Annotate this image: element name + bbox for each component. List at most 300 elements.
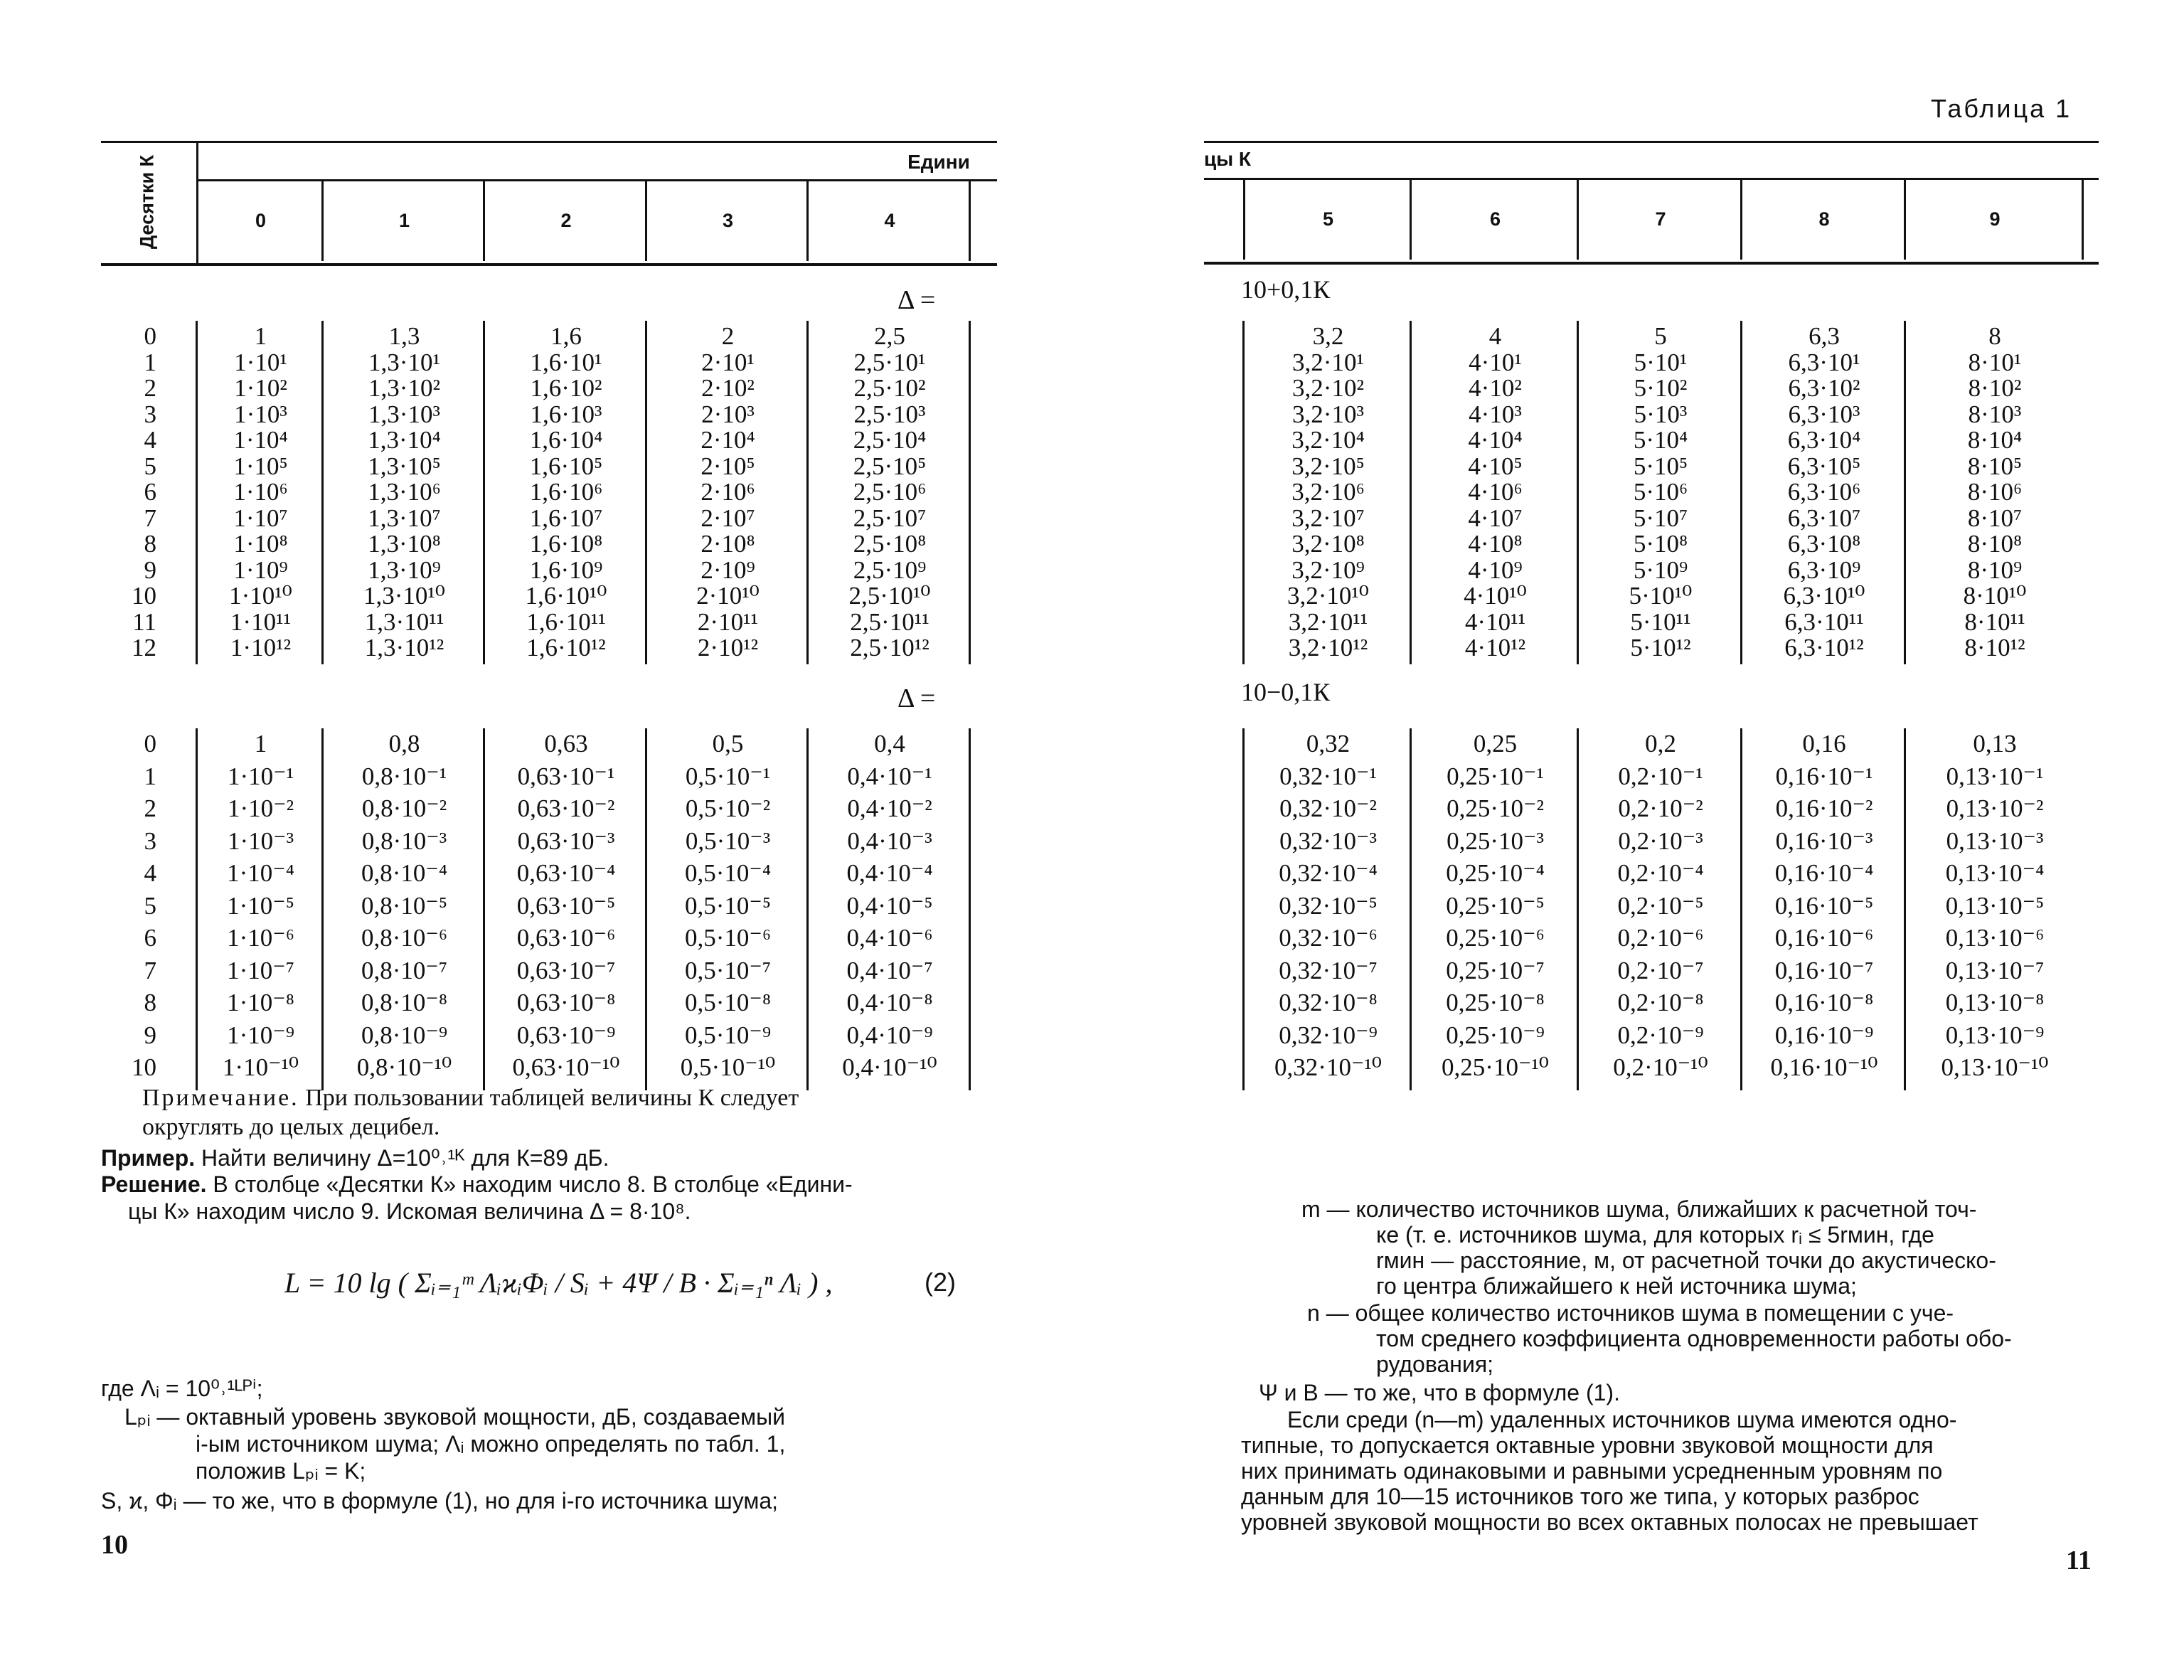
cell-neg: 0,8·10⁻⁴ bbox=[361, 859, 448, 887]
cell-pos: 1·10¹² bbox=[230, 634, 292, 661]
cell-pos: 2,5·10³ bbox=[853, 400, 926, 428]
where-left-line: положив Lₚᵢ = K; bbox=[196, 1458, 366, 1484]
cell-neg: 0,16·10⁻⁹ bbox=[1774, 1021, 1874, 1049]
cell-neg: 0,32 bbox=[1306, 730, 1351, 757]
cell-pos: 1,3·10⁶ bbox=[368, 478, 441, 506]
cell-neg: 0,2·10⁻⁷ bbox=[1617, 956, 1704, 984]
column-header-9: 9 bbox=[1989, 208, 2001, 230]
row-k-pos-7: 7 bbox=[144, 504, 156, 532]
cell-neg: 0,8·10⁻⁵ bbox=[361, 891, 448, 920]
cell-neg: 0,5·10⁻¹ bbox=[685, 762, 771, 790]
cell-neg: 0,13·10⁻¹⁰ bbox=[1941, 1053, 2049, 1081]
cell-neg: 0,25·10⁻⁵ bbox=[1446, 891, 1545, 920]
cell-neg: 1·10⁻⁸ bbox=[227, 989, 294, 1016]
cell-neg: 0,4·10⁻⁵ bbox=[846, 891, 933, 920]
cell-pos: 3,2·10¹¹ bbox=[1288, 607, 1368, 636]
cell-pos: 8·10⁸ bbox=[1967, 530, 2023, 558]
cell-neg: 0,4·10⁻⁴ bbox=[846, 859, 933, 887]
cell-neg: 0,2·10⁻¹ bbox=[1618, 762, 1703, 790]
cell-pos: 1·10¹¹ bbox=[230, 607, 292, 636]
cell-neg: 0,5·10⁻⁵ bbox=[684, 891, 772, 920]
cell-neg: 0,8 bbox=[388, 730, 420, 757]
cell-pos: 2·10⁵ bbox=[701, 452, 755, 480]
cell-pos: 1 bbox=[254, 322, 267, 350]
cell-neg: 0,5·10⁻⁹ bbox=[684, 1021, 772, 1049]
cell-neg: 0,32·10⁻⁶ bbox=[1279, 924, 1378, 952]
cell-neg: 0,16·10⁻² bbox=[1775, 794, 1873, 822]
note bbox=[142, 1083, 799, 1114]
cell-pos: 3,2·10⁴ bbox=[1291, 426, 1365, 454]
where-right-line: n — общее количество источников шума в помещении с уче- bbox=[1307, 1300, 1954, 1326]
cell-neg: 0,16·10⁻³ bbox=[1775, 826, 1873, 855]
cell-neg: 0,4·10⁻⁷ bbox=[846, 956, 933, 984]
where-left-line: S, ϰ, Φᵢ — то же, что в формуле (1), но для i-го источника шума; bbox=[101, 1488, 779, 1514]
page-number-right: 11 bbox=[2066, 1546, 2092, 1575]
cell-pos: 2·10¹ bbox=[701, 348, 755, 376]
cell-pos: 1,3·10⁹ bbox=[368, 555, 441, 584]
row-k-pos-5: 5 bbox=[144, 452, 156, 480]
cell-neg: 1 bbox=[254, 730, 267, 757]
where-right-line: ке (т. е. источников шума, для которых rᵢ ≤ 5rмин, где bbox=[1376, 1222, 1934, 1248]
cell-neg: 0,63·10⁻⁴ bbox=[516, 859, 616, 887]
cell-pos: 1·10² bbox=[234, 374, 287, 402]
cell-neg: 0,4·10⁻⁹ bbox=[846, 1021, 933, 1049]
cell-pos: 1·10⁶ bbox=[233, 478, 288, 506]
cell-pos: 1·10⁵ bbox=[233, 452, 288, 480]
cell-pos: 8·10¹ bbox=[1968, 348, 2022, 376]
cell-pos: 3,2·10¹⁰ bbox=[1287, 582, 1369, 610]
cell-pos: 5·10⁹ bbox=[1633, 555, 1688, 584]
table-title: Таблица 1 bbox=[1931, 94, 2072, 123]
cell-pos: 4·10² bbox=[1469, 374, 1522, 402]
cell-neg: 1·10⁻¹ bbox=[227, 762, 294, 790]
cell-pos: 1·10¹ bbox=[234, 348, 287, 376]
cell-pos: 2,5·10⁹ bbox=[853, 555, 927, 584]
column-header-8: 8 bbox=[1818, 208, 1830, 230]
cell-pos: 4·10⁷ bbox=[1468, 504, 1523, 532]
cell-pos: 1·10⁹ bbox=[233, 555, 288, 584]
cell-pos: 2,5·10¹¹ bbox=[850, 607, 929, 636]
cell-pos: 4·10³ bbox=[1469, 400, 1522, 428]
cell-neg: 0,16·10⁻⁷ bbox=[1774, 956, 1874, 984]
cell-pos: 5·10⁵ bbox=[1633, 452, 1688, 480]
cell-neg: 0,63·10⁻² bbox=[517, 794, 615, 822]
cell-pos: 4·10⁶ bbox=[1468, 478, 1523, 506]
row-k-neg-8: 8 bbox=[144, 989, 156, 1016]
cell-pos: 2,5·10¹² bbox=[850, 634, 929, 661]
row-k-neg-5: 5 bbox=[144, 891, 156, 920]
cell-pos: 2·10⁴ bbox=[701, 426, 755, 454]
solution-text-1: В столбце «Десятки К» находим число 8. В столбце «Едини- bbox=[206, 1171, 853, 1197]
page-number-left: 10 bbox=[101, 1530, 128, 1560]
example-text: Найти величину Δ=10⁰˒¹ᴷ для К=89 дБ. bbox=[195, 1145, 609, 1171]
cell-neg: 0,63 bbox=[544, 730, 588, 757]
cell-pos: 2,5 bbox=[874, 322, 905, 350]
paragraph-line: типные, то допускается октавные уровни звуковой мощности для bbox=[1241, 1432, 1934, 1458]
row-k-pos-9: 9 bbox=[144, 555, 156, 584]
cell-neg: 0,13·10⁻⁵ bbox=[1945, 891, 2045, 920]
cell-pos: 1,6·10⁶ bbox=[529, 478, 603, 506]
cell-pos: 2·10⁷ bbox=[701, 504, 755, 532]
cell-pos: 2·10¹² bbox=[697, 634, 759, 661]
where-left-line: Lₚᵢ — октавный уровень звуковой мощности, дБ, создаваемый bbox=[124, 1404, 785, 1430]
where-left-line: i-ым источником шума; Λᵢ можно определять по табл. 1, bbox=[196, 1431, 786, 1457]
cell-neg: 0,2·10⁻¹⁰ bbox=[1613, 1053, 1708, 1081]
where-right-line: том среднего коэффициента одновременности работы обо- bbox=[1376, 1326, 2012, 1351]
cell-pos: 2,5·10¹ bbox=[853, 348, 926, 376]
cell-pos: 1,3·10¹⁰ bbox=[363, 582, 445, 610]
row-k-pos-4: 4 bbox=[144, 426, 156, 454]
cell-pos: 3,2·10¹² bbox=[1288, 634, 1368, 661]
column-header-4: 4 bbox=[884, 210, 895, 231]
cell-pos: 1,6·10¹ bbox=[530, 348, 602, 376]
row-k-neg-0: 0 bbox=[144, 730, 156, 757]
cell-neg: 1·10⁻⁷ bbox=[227, 956, 294, 984]
units-header-part2: цы К bbox=[1204, 148, 1251, 170]
cell-neg: 0,5·10⁻⁷ bbox=[684, 956, 772, 984]
column-header-2: 2 bbox=[560, 210, 572, 231]
row-k-pos-11: 11 bbox=[132, 607, 156, 636]
cell-pos: 3,2·10⁶ bbox=[1291, 478, 1365, 506]
cell-pos: 6,3·10¹⁰ bbox=[1783, 582, 1865, 610]
cell-neg: 0,8·10⁻³ bbox=[361, 826, 447, 855]
cell-pos: 3,2·10⁵ bbox=[1291, 452, 1365, 480]
cell-neg: 0,25·10⁻⁹ bbox=[1446, 1021, 1545, 1049]
cell-pos: 3,2 bbox=[1312, 322, 1344, 350]
cell-neg: 0,2·10⁻⁹ bbox=[1617, 1021, 1704, 1049]
cell-pos: 2,5·10⁷ bbox=[853, 504, 927, 532]
cell-neg: 0,5·10⁻¹⁰ bbox=[680, 1053, 776, 1081]
cell-pos: 8·10⁷ bbox=[1967, 504, 2023, 532]
cell-neg: 0,13·10⁻⁸ bbox=[1945, 989, 2045, 1016]
cell-pos: 2·10⁹ bbox=[701, 555, 755, 584]
cell-neg: 0,32·10⁻³ bbox=[1279, 826, 1377, 855]
cell-pos: 4·10¹⁰ bbox=[1464, 582, 1527, 610]
row-k-pos-0: 0 bbox=[144, 322, 156, 350]
cell-pos: 5·10¹ bbox=[1634, 348, 1688, 376]
formula-number: (2) bbox=[925, 1267, 956, 1297]
cell-neg: 0,2·10⁻² bbox=[1618, 794, 1703, 822]
cell-neg: 0,25·10⁻³ bbox=[1447, 826, 1544, 855]
where-right-line: rмин — расстояние, м, от расчетной точки до акустическо- bbox=[1376, 1248, 1996, 1273]
row-k-pos-3: 3 bbox=[144, 400, 156, 428]
paragraph-line: данным для 10—15 источников того же типа, у которых разброс bbox=[1241, 1484, 1919, 1509]
cell-pos: 1·10⁷ bbox=[233, 504, 288, 532]
where-right-line: рудования; bbox=[1376, 1351, 1494, 1377]
row-k-neg-6: 6 bbox=[144, 924, 156, 952]
cell-neg: 0,4 bbox=[874, 730, 905, 757]
cell-pos: 8·10⁵ bbox=[1967, 452, 2023, 480]
cell-neg: 0,2·10⁻⁵ bbox=[1617, 891, 1704, 920]
cell-pos: 5·10⁸ bbox=[1633, 530, 1688, 558]
cell-pos: 6,3·10² bbox=[1788, 374, 1860, 402]
cell-pos: 1,3·10⁸ bbox=[368, 530, 441, 558]
note-text-1: При пользовании таблицей величины К следует bbox=[299, 1085, 799, 1111]
cell-neg: 0,8·10⁻¹ bbox=[361, 762, 447, 790]
cell-pos: 2·10⁸ bbox=[701, 530, 755, 558]
cell-neg: 0,32·10⁻⁴ bbox=[1279, 859, 1378, 887]
cell-pos: 4·10¹² bbox=[1464, 634, 1526, 661]
cell-neg: 0,8·10⁻⁶ bbox=[361, 924, 448, 952]
cell-pos: 8·10¹¹ bbox=[1964, 607, 2025, 636]
cell-pos: 2,5·10⁵ bbox=[853, 452, 927, 480]
column-header-3: 3 bbox=[722, 210, 734, 231]
cell-neg: 0,13·10⁻⁶ bbox=[1945, 924, 2045, 952]
delta-label-pos: Δ = bbox=[897, 285, 936, 315]
cell-pos: 2,5·10² bbox=[853, 374, 926, 402]
row-k-neg-4: 4 bbox=[144, 859, 156, 887]
where-left-line: где Λᵢ = 10⁰˒¹ᴸᴾⁱ; bbox=[101, 1376, 263, 1401]
paragraph-line: них принимать одинаковыми и равными усредненным уровням по bbox=[1241, 1458, 1943, 1484]
cell-neg: 0,13·10⁻¹ bbox=[1946, 762, 2044, 790]
cell-pos: 5·10⁷ bbox=[1633, 504, 1688, 532]
cell-neg: 0,8·10⁻¹⁰ bbox=[356, 1053, 452, 1081]
cell-pos: 2 bbox=[721, 322, 735, 350]
cell-neg: 0,5 bbox=[712, 730, 744, 757]
tens-k-header: Десятки К bbox=[136, 154, 158, 250]
cell-neg: 0,16·10⁻⁸ bbox=[1774, 989, 1874, 1016]
cell-neg: 0,4·10⁻² bbox=[847, 794, 932, 822]
note-line2: округлять до целых децибел. bbox=[142, 1114, 440, 1140]
row-k-neg-1: 1 bbox=[144, 762, 156, 790]
cell-pos: 2·10¹⁰ bbox=[696, 582, 760, 610]
example-label: Пример. bbox=[101, 1145, 196, 1171]
cell-pos: 6,3·10⁵ bbox=[1787, 452, 1861, 480]
row-k-pos-2: 2 bbox=[144, 374, 156, 402]
cell-neg: 0,5·10⁻⁶ bbox=[684, 924, 772, 952]
note-label: Примечание. bbox=[142, 1085, 299, 1111]
cell-neg: 0,8·10⁻⁹ bbox=[361, 1021, 448, 1049]
cell-neg: 0,13·10⁻² bbox=[1946, 794, 2044, 822]
paragraph-line: Если среди (n—m) удаленных источников шума имеются одно- bbox=[1287, 1407, 1957, 1432]
row-k-neg-9: 9 bbox=[144, 1021, 156, 1049]
cell-neg: 0,25·10⁻⁴ bbox=[1446, 859, 1545, 887]
cell-neg: 0,63·10⁻⁵ bbox=[516, 891, 616, 920]
cell-pos: 4 bbox=[1488, 322, 1502, 350]
cell-neg: 0,32·10⁻² bbox=[1279, 794, 1377, 822]
cell-pos: 1,3·10⁵ bbox=[368, 452, 441, 480]
cell-pos: 6,3·10⁷ bbox=[1787, 504, 1861, 532]
cell-neg: 0,4·10⁻¹ bbox=[847, 762, 932, 790]
cell-pos: 1,6 bbox=[550, 322, 582, 350]
cell-pos: 4·10¹ bbox=[1469, 348, 1522, 376]
cell-pos: 8·10³ bbox=[1968, 400, 2022, 428]
cell-neg: 0,63·10⁻¹⁰ bbox=[512, 1053, 620, 1081]
cell-neg: 0,5·10⁻² bbox=[685, 794, 771, 822]
cell-neg: 0,13·10⁻⁴ bbox=[1945, 859, 2045, 887]
cell-pos: 6,3·10¹ bbox=[1788, 348, 1860, 376]
cell-neg: 0,25·10⁻¹ bbox=[1447, 762, 1544, 790]
cell-neg: 0,25·10⁻⁷ bbox=[1446, 956, 1545, 984]
cell-pos: 2,5·10⁸ bbox=[853, 530, 927, 558]
column-header-7: 7 bbox=[1655, 208, 1666, 230]
cell-pos: 2·10⁶ bbox=[701, 478, 755, 506]
cell-pos: 1·10⁸ bbox=[233, 530, 288, 558]
cell-pos: 1·10¹⁰ bbox=[229, 582, 292, 610]
cell-neg: 1·10⁻² bbox=[227, 794, 294, 822]
cell-pos: 1,6·10³ bbox=[530, 400, 602, 428]
cell-neg: 0,25 bbox=[1473, 730, 1518, 757]
row-k-neg-10: 10 bbox=[132, 1053, 156, 1081]
cell-pos: 2·10² bbox=[701, 374, 755, 402]
cell-pos: 1,6·10⁵ bbox=[529, 452, 603, 480]
cell-neg: 0,63·10⁻⁹ bbox=[516, 1021, 616, 1049]
cell-pos: 6,3·10⁹ bbox=[1787, 555, 1861, 584]
cell-pos: 8·10⁶ bbox=[1967, 478, 2023, 506]
row-k-pos-6: 6 bbox=[144, 478, 156, 506]
cell-pos: 4·10⁸ bbox=[1468, 530, 1523, 558]
solution-label: Решение. bbox=[101, 1171, 207, 1197]
cell-neg: 0,4·10⁻⁸ bbox=[846, 989, 933, 1016]
row-k-pos-12: 12 bbox=[132, 634, 156, 661]
cell-neg: 0,16·10⁻⁵ bbox=[1774, 891, 1874, 920]
cell-pos: 3,2·10² bbox=[1292, 374, 1364, 402]
cell-neg: 0,2·10⁻⁶ bbox=[1617, 924, 1704, 952]
cell-pos: 1·10⁴ bbox=[233, 426, 288, 454]
cell-pos: 1,3·10² bbox=[368, 374, 440, 402]
cell-pos: 1,6·10¹² bbox=[526, 634, 606, 661]
solution bbox=[101, 1170, 853, 1199]
cell-pos: 1,3·10⁴ bbox=[368, 426, 441, 454]
cell-pos: 3,2·10⁷ bbox=[1291, 504, 1365, 532]
cell-neg: 0,13·10⁻⁹ bbox=[1945, 1021, 2045, 1049]
cell-neg: 1·10⁻³ bbox=[227, 826, 294, 855]
cell-pos: 8·10⁹ bbox=[1967, 555, 2023, 584]
cell-pos: 4·10⁹ bbox=[1468, 555, 1523, 584]
cell-neg: 0,4·10⁻³ bbox=[847, 826, 932, 855]
power-label-neg: 10−0,1К bbox=[1241, 678, 1331, 706]
paragraph-line: уровней звуковой мощности во всех октавных полосах не превышает bbox=[1241, 1509, 1978, 1535]
cell-pos: 4·10⁴ bbox=[1468, 426, 1523, 454]
where-right-line: го центра ближайшего к ней источника шума; bbox=[1376, 1273, 1857, 1299]
cell-neg: 0,16·10⁻⁴ bbox=[1774, 859, 1874, 887]
cell-pos: 6,3·10⁸ bbox=[1787, 530, 1861, 558]
example bbox=[101, 1144, 609, 1173]
cell-pos: 1·10³ bbox=[234, 400, 287, 428]
column-header-1: 1 bbox=[398, 210, 410, 231]
cell-pos: 6,3·10³ bbox=[1788, 400, 1860, 428]
cell-neg: 0,13·10⁻³ bbox=[1946, 826, 2044, 855]
cell-pos: 8·10⁴ bbox=[1967, 426, 2023, 454]
column-header-0: 0 bbox=[255, 210, 267, 231]
cell-pos: 1,6·10¹¹ bbox=[526, 607, 606, 636]
cell-pos: 1,3·10¹² bbox=[364, 634, 444, 661]
row-k-pos-8: 8 bbox=[144, 530, 156, 558]
cell-neg: 1·10⁻⁹ bbox=[227, 1021, 294, 1049]
row-k-neg-2: 2 bbox=[144, 794, 156, 822]
cell-neg: 0,32·10⁻⁸ bbox=[1279, 989, 1378, 1016]
cell-neg: 0,25·10⁻⁶ bbox=[1446, 924, 1545, 952]
cell-pos: 1,6·10⁴ bbox=[529, 426, 603, 454]
cell-pos: 6,3·10¹¹ bbox=[1784, 607, 1864, 636]
cell-pos: 8 bbox=[1988, 322, 2001, 350]
cell-pos: 5·10³ bbox=[1634, 400, 1688, 428]
cell-pos: 5·10⁶ bbox=[1633, 478, 1688, 506]
row-k-pos-10: 10 bbox=[132, 582, 156, 610]
cell-pos: 4·10¹¹ bbox=[1464, 607, 1526, 636]
cell-pos: 1,6·10² bbox=[530, 374, 602, 402]
cell-pos: 5 bbox=[1654, 322, 1667, 350]
cell-neg: 0,32·10⁻¹⁰ bbox=[1274, 1053, 1382, 1081]
row-k-neg-3: 3 bbox=[144, 826, 156, 855]
cell-neg: 0,8·10⁻² bbox=[361, 794, 447, 822]
cell-pos: 4·10⁵ bbox=[1468, 452, 1523, 480]
cell-pos: 8·10¹⁰ bbox=[1963, 582, 2027, 610]
cell-neg: 0,63·10⁻⁸ bbox=[516, 989, 616, 1016]
cell-neg: 0,63·10⁻¹ bbox=[517, 762, 615, 790]
cell-neg: 1·10⁻⁵ bbox=[227, 891, 294, 920]
cell-neg: 0,2·10⁻³ bbox=[1618, 826, 1703, 855]
cell-neg: 0,25·10⁻¹⁰ bbox=[1442, 1053, 1549, 1081]
cell-neg: 0,16·10⁻⁶ bbox=[1774, 924, 1874, 952]
cell-neg: 0,16·10⁻¹⁰ bbox=[1770, 1053, 1878, 1081]
cell-neg: 0,32·10⁻⁷ bbox=[1279, 956, 1378, 984]
cell-neg: 0,63·10⁻³ bbox=[517, 826, 615, 855]
cell-neg: 0,13 bbox=[1973, 730, 2017, 757]
cell-pos: 3,2·10⁸ bbox=[1291, 530, 1365, 558]
cell-pos: 5·10⁴ bbox=[1633, 426, 1688, 454]
cell-pos: 1,6·10¹⁰ bbox=[525, 582, 607, 610]
cell-pos: 5·10² bbox=[1634, 374, 1688, 402]
where-right-line: m — количество источников шума, ближайших к расчетной точ- bbox=[1301, 1196, 1977, 1222]
cell-neg: 0,25·10⁻² bbox=[1447, 794, 1544, 822]
cell-pos: 8·10¹² bbox=[1964, 634, 2025, 661]
row-k-neg-7: 7 bbox=[144, 956, 156, 984]
where-right-line: Ψ и B — то же, что в формуле (1). bbox=[1259, 1380, 1620, 1405]
cell-pos: 1,3·10¹¹ bbox=[364, 607, 444, 636]
cell-pos: 3,2·10³ bbox=[1292, 400, 1364, 428]
cell-pos: 1,3·10³ bbox=[368, 400, 440, 428]
formula-2: L = 10 lg ( Σᵢ₌₁ᵐ ΛᵢϰᵢΦᵢ / Sᵢ + 4Ψ / B · Σᵢ₌₁ⁿ Λᵢ ) , bbox=[284, 1267, 833, 1299]
cell-pos: 6,3 bbox=[1809, 322, 1840, 350]
cell-neg: 0,5·10⁻³ bbox=[685, 826, 771, 855]
cell-pos: 3,2·10⁹ bbox=[1291, 555, 1365, 584]
cell-neg: 0,2 bbox=[1645, 730, 1676, 757]
cell-neg: 0,2·10⁻⁸ bbox=[1617, 989, 1704, 1016]
cell-pos: 5·10¹¹ bbox=[1630, 607, 1691, 636]
cell-pos: 1,3 bbox=[388, 322, 420, 350]
cell-pos: 5·10¹² bbox=[1630, 634, 1691, 661]
cell-pos: 8·10² bbox=[1968, 374, 2022, 402]
cell-neg: 1·10⁻⁶ bbox=[227, 924, 294, 952]
cell-pos: 1,6·10⁷ bbox=[529, 504, 603, 532]
cell-neg: 0,32·10⁻⁵ bbox=[1279, 891, 1378, 920]
cell-neg: 0,13·10⁻⁷ bbox=[1945, 956, 2045, 984]
cell-neg: 0,32·10⁻⁹ bbox=[1279, 1021, 1378, 1049]
delta-label-neg: Δ = bbox=[897, 684, 936, 713]
cell-pos: 6,3·10⁴ bbox=[1787, 426, 1861, 454]
cell-neg: 0,16 bbox=[1802, 730, 1846, 757]
cell-neg: 1·10⁻¹⁰ bbox=[222, 1053, 299, 1081]
cell-neg: 0,2·10⁻⁴ bbox=[1617, 859, 1704, 887]
cell-pos: 6,3·10¹² bbox=[1784, 634, 1864, 661]
units-header-part1: Едини bbox=[907, 151, 970, 173]
cell-pos: 1,3·10⁷ bbox=[368, 504, 441, 532]
cell-neg: 0,63·10⁻⁷ bbox=[516, 956, 616, 984]
cell-neg: 0,5·10⁻⁸ bbox=[684, 989, 772, 1016]
row-k-pos-1: 1 bbox=[144, 348, 156, 376]
cell-pos: 2·10³ bbox=[701, 400, 755, 428]
cell-pos: 2,5·10¹⁰ bbox=[848, 582, 931, 610]
cell-pos: 2,5·10⁶ bbox=[853, 478, 927, 506]
cell-neg: 0,25·10⁻⁸ bbox=[1446, 989, 1545, 1016]
cell-pos: 2·10¹¹ bbox=[697, 607, 759, 636]
power-label-pos: 10+0,1К bbox=[1241, 275, 1331, 304]
cell-neg: 1·10⁻⁴ bbox=[227, 859, 294, 887]
cell-neg: 0,16·10⁻¹ bbox=[1775, 762, 1873, 790]
cell-pos: 1,6·10⁹ bbox=[529, 555, 603, 584]
cell-neg: 0,8·10⁻⁷ bbox=[361, 956, 448, 984]
